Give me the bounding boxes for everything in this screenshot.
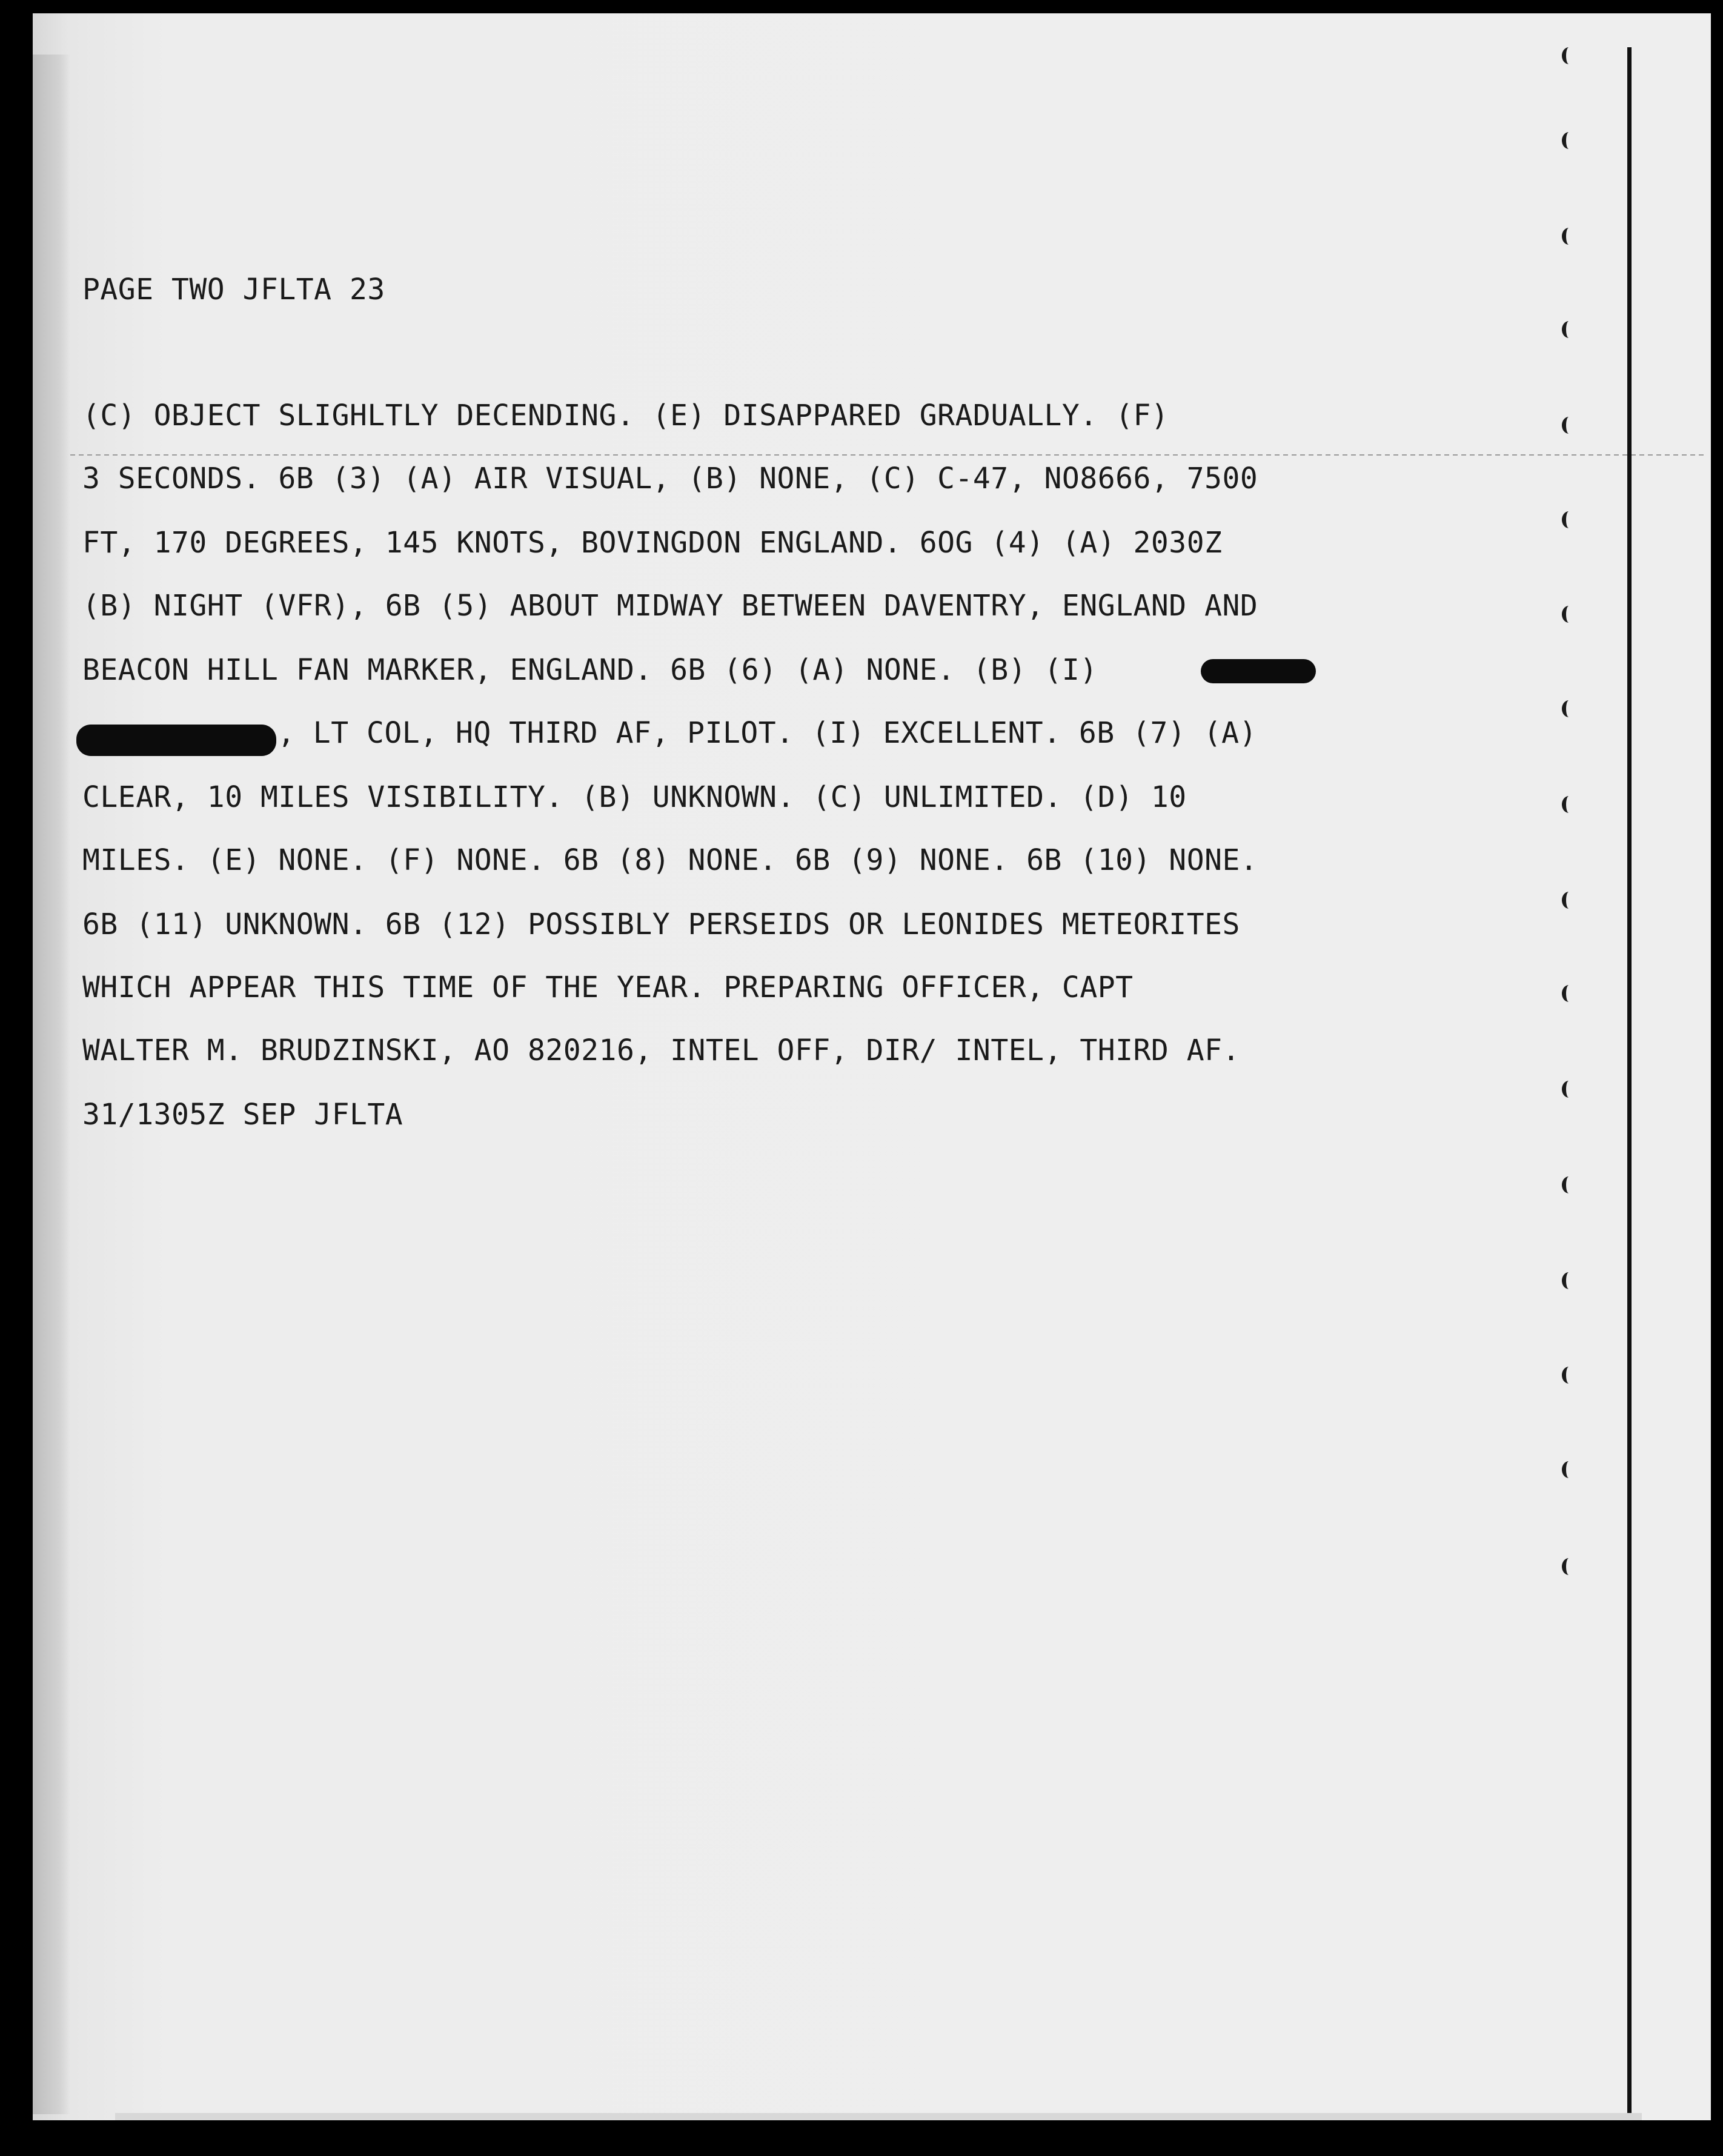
text-line: WHICH APPEAR THIS TIME OF THE YEAR. PREPARING OFFICER, CAPT xyxy=(82,970,1134,1004)
text-line: BEACON HILL FAN MARKER, ENGLAND. 6B (6) (A) NONE. (B) (I) xyxy=(82,653,1098,687)
paper-sheet xyxy=(33,13,1711,2146)
text-line: 3 SECONDS. 6B (3) (A) AIR VISUAL, (B) NONE, (C) C-47, NO8666, 7500 xyxy=(82,462,1258,496)
text-line: (C) OBJECT SLIGHLTLY DECENDING. (E) DISAPPARED GRADUALLY. (F) xyxy=(82,399,1169,433)
text-line: 31/1305Z SEP JFLTA xyxy=(82,1098,403,1132)
sprocket-hole xyxy=(1562,1272,1576,1289)
sprocket-hole xyxy=(1562,1558,1576,1575)
text-line: , LT COL, HQ THIRD AF, PILOT. (I) EXCELLENT. 6B (7) (A) xyxy=(277,716,1257,750)
text-line: FT, 170 DEGREES, 145 KNOTS, BOVINGDON ENGLAND. 6OG (4) (A) 2030Z xyxy=(82,526,1223,560)
sprocket-hole xyxy=(1562,700,1576,717)
text-line: 6B (11) UNKNOWN. 6B (12) POSSIBLY PERSEIDS OR LEONIDES METEORITES xyxy=(82,907,1240,941)
text-line: CLEAR, 10 MILES VISIBILITY. (B) UNKNOWN. (C) UNLIMITED. (D) 10 xyxy=(82,780,1187,814)
sprocket-hole xyxy=(1562,321,1576,338)
sprocket-hole xyxy=(1562,47,1576,64)
sprocket-hole xyxy=(1562,892,1576,909)
sprocket-hole xyxy=(1562,606,1576,623)
text-line: (B) NIGHT (VFR), 6B (5) ABOUT MIDWAY BETWEEN DAVENTRY, ENGLAND AND xyxy=(82,589,1258,623)
fold-line xyxy=(70,454,1706,456)
perforation-line xyxy=(1627,47,1632,2131)
left-edge-shadow xyxy=(33,55,70,2114)
document-header: PAGE TWO JFLTA 23 xyxy=(82,273,385,307)
sprocket-hole xyxy=(1562,796,1576,813)
sprocket-hole xyxy=(1562,1461,1576,1478)
sprocket-hole xyxy=(1562,985,1576,1002)
redaction-mark xyxy=(1201,659,1316,683)
sprocket-hole xyxy=(1562,1081,1576,1098)
text-line: WALTER M. BRUDZINSKI, AO 820216, INTEL OFF, DIR/ INTEL, THIRD AF. xyxy=(82,1033,1240,1067)
redaction-mark xyxy=(76,725,276,756)
text-line: MILES. (E) NONE. (F) NONE. 6B (8) NONE. 6B (9) NONE. 6B (10) NONE. xyxy=(82,843,1258,877)
sprocket-hole xyxy=(1562,417,1576,434)
sprocket-hole xyxy=(1562,228,1576,245)
sprocket-hole xyxy=(1562,1367,1576,1384)
sprocket-hole xyxy=(1562,511,1576,528)
sprocket-hole xyxy=(1562,1176,1576,1193)
sprocket-hole xyxy=(1562,132,1576,149)
scan-bottom-border xyxy=(33,2120,1711,2156)
